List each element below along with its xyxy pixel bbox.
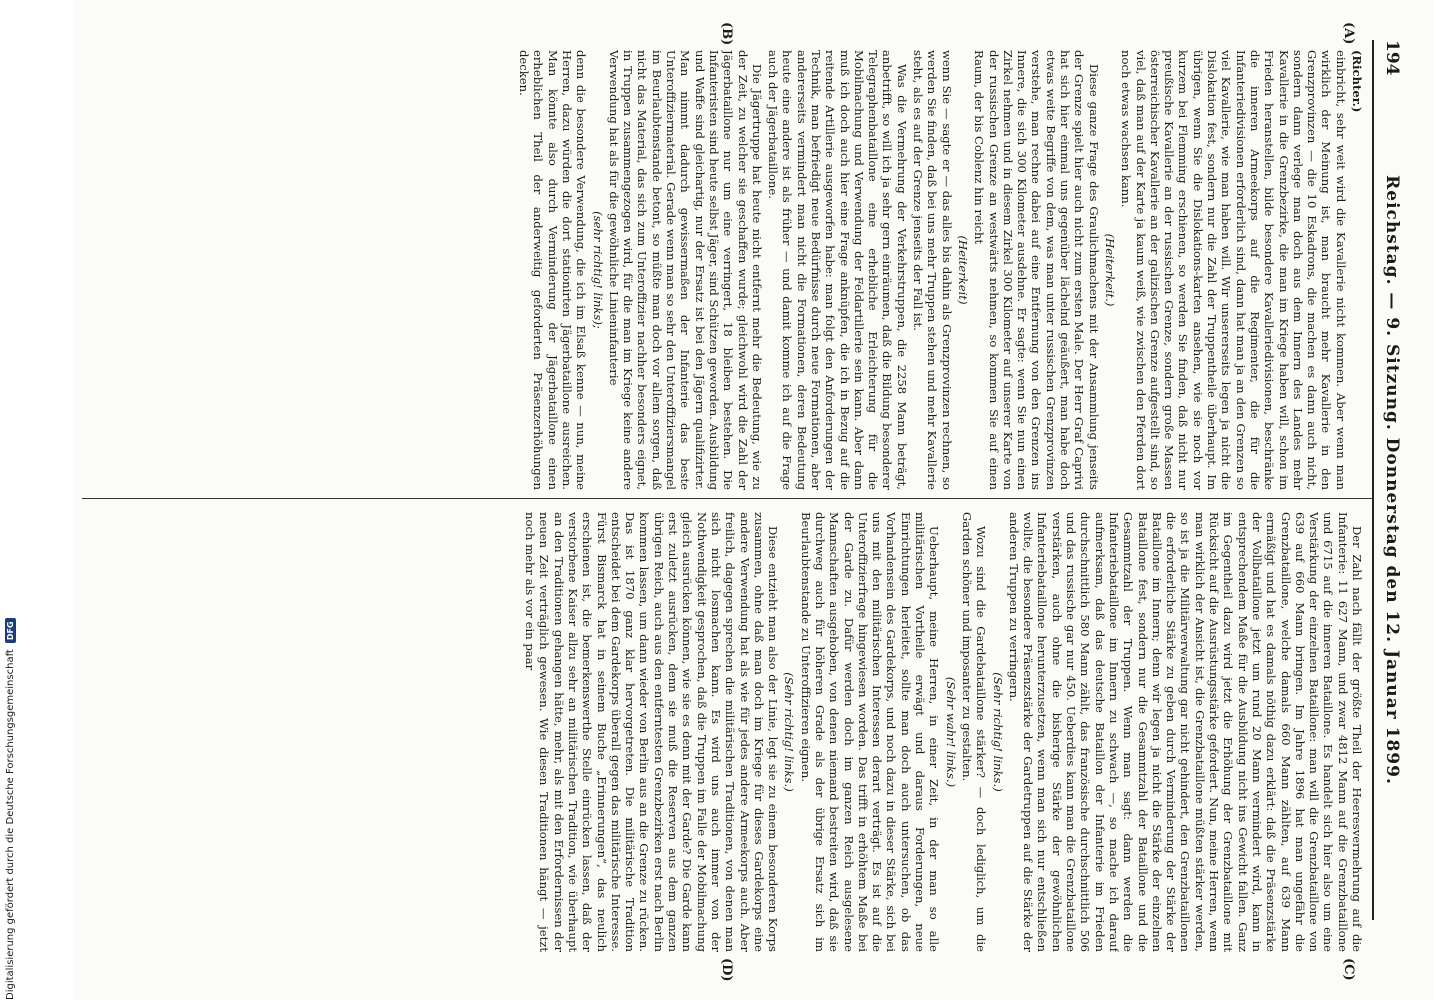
interjection: (Heiterkeit) <box>955 235 970 305</box>
interjection: (Sehr richtig! links.) <box>782 672 797 792</box>
margin-marker-a: (A) <box>1341 22 1356 45</box>
paragraph: Der Zahl nach fällt der größte Theil der Heeresvermehrung auf die Infanterie: 11 627 Mann, und zwar 4812 Mann auf die Grenzbataillone und 6715 auf die inneren Bataillone. Es handelt sich hier also um eine Verstärkung der einzelnen Bataillone: man will die Grenzbataillone von 639 auf 660 Mann bringen. Im Jahre 1896 hat man ungefähr die Grenzbataillone, welche damals 660 Mann zählten, auf 639 Mann ermäßigt und hat es damals nöthig dazu erklärt: daß die Präsenzstärke der Vollbataillone jetzt um rund 20 Mann vermindert wird, kann in entsprechendem Maße für die Ausbildung nicht ins Gewicht fallen. Ganz im Gegentheil dazu wird jetzt die Erhöhung der Grenzbataillone mit Rücksicht auf die Ausrüstungsstärke gefordert. Nun, meine Herren, wenn man wirklich der Ansicht ist, die Grenzbataillone müßten stärker werden, so ist ja die Militärverwaltung gar nicht gehindert, den Grenzbataillonen die erforderliche Stärke zu geben durch Verminderung der Stärke der Bataillone im Innern; denn wir legen ja nicht die Stärke der einzelnen Bataillone fest, sondern nur die Gesammtzahl der Bataillone und die Gesammtzahl der Truppen. Wenn man sagt: dann werden die Infanteriebataillone im Innern zu schwach —, so mache ich darauf aufmerksam, daß das deutsche Bataillon der Infanterie im Frieden durchschnittlich 580 Mann zählt, das französische durchschnittlich 506 und das russische gar nur 450. Ueberdies kann man die Grenzbataillone verstärken, auch ohne die bisherige Stärke der gewöhnlichen Infanteriebataillone herunterzusetzen, wenn man sich nur entschließen wollte, die besondere Präsenzstärke der Gardetruppen auf die Stärke der anderen Truppen zu verringern. <box>1006 512 1364 952</box>
dfg-logo-icon: DFG <box>5 618 16 643</box>
paragraph: Wozu sind die Gardebataillone stärker? — doch lediglich, um die Garden schöner und imposanter zu gestalten. <box>959 512 989 952</box>
paragraph: denn die besondere Verwendung, die ich im Elsaß kenne — nun, meine Herren, dazu würden die dort stationirten Jägerbataillone ausreichen. Man könnte also durch Verminderung der Jägerbataillone einen erheblichen Theil der anderweitig geforderten Präsenzerhöhungen decken. <box>517 50 589 490</box>
digitization-credit: Digitalisierung gefördert durch die Deutsche Forschungsgemeinschaft <box>4 649 16 1000</box>
speaker-name: (Richter.) <box>1350 50 1364 113</box>
interjection: (Sehr richtig! links.) <box>990 672 1005 792</box>
margin-marker-d: (D) <box>719 958 734 982</box>
paragraph: Die Jägertruppe hat heute nicht entfernt mehr die Bedeutung, wie zu der Zeit, zu welcher sie geschaffen wurde; gleichwohl wird die Zahl der Jägerbataillone nur um eine verringert, 18 bleiben bestehen. Die Infanteristen sind heute selbst Jäger, sind Schützen geworden. Ausbildung und Waffe sind gleichartig, nur der Ersatz ist bei den Jägern qualifizirter. Man nimmt dadurch gewissermaßen der Infanterie das beste Unteroffiziermaterial. Gerade wenn man so sehr den Unteroffiziersmangel im Beurlaubtenstande betont, so müßte man doch vor allem sorgen, daß nicht das Material, das sich zum Unteroffizier nachher besonders eignet, in Truppen zusammengezogen wird, für die man im Kriege keine andere Verwendung hat als für die gewöhnliche Linieninfanterie <box>606 50 764 490</box>
column-divider <box>82 498 1372 499</box>
interjection: (Heiterkeit.) <box>1102 233 1117 307</box>
page-header <box>1378 40 1406 920</box>
paragraph: wenn Sie — sagte er — das alles bis dahin als Grenzprovinzen rechnen, so werden Sie finden, daß bei uns mehr Truppen stehen und mehr Kavallerie steht, als es auf der Grenze jenseits der Fall ist. <box>911 50 954 490</box>
paragraph: Diese ganze Frage des Graulichmachens mit der Ansammlung jenseits der Grenze spielt hier auch nicht zum ersten Male. Der Herr Graf Caprivi hat sich hier einmal uns gegenüber lächelnd geäußert, man habe doch etwas weite Begriffe von dem, was man unter russischen Grenzprovinzen verstehe, man rechne dabei auf eine Entfernung von den Grenzen ins Innere, die sich 300 Kilometer ausdehne. Er sagte: wenn Sie nun einen Zirkel nehmen und in diesem Zirkel 300 Kilometer auf unserer Karte von der russischen Grenze an westwärts nehmen, so kommen Sie auf einen Raum, der bis Coblenz hin reicht <box>972 50 1101 490</box>
paragraph: Was die Vermehrung der Verkehrstruppen, die 2258 Mann beträgt, anbetrifft, so will ich ja sehr gern einräumen, daß die Bildung besonderer Telegraphenbataillone eine erhebliche Erleichterung für die Mobilmachung und Verwendung der Feldartillerie sein kann. Aber dann muß ich doch auch hier eine Frage anknüpfen, die ich in Bezug auf die reitende Artillerie ausgeworfen habe: man folgt den Anforderungen der Technik, man befriedigt neue Bedürfnisse durch neue Formationen, aber andererseits vermindert man nicht die Formationen, deren Bedeutung heute eine andere ist als früher — und damit komme ich auf die Frage auch der Jägerbataillone. <box>766 50 909 490</box>
interjection: (sehr richtig! links); <box>590 211 605 329</box>
document-page <box>74 0 1434 1000</box>
paragraph: Ueberhaupt, meine Herren, in einer Zeit, in der man so alle militärischen Vortheile erwägt und daraus Forderungen, neue Einrichtungen herleitet, sollte man doch auch untersuchen, ob das Vorhandensein des Gardekorps, und noch dazu in dieser Stärke, sich bei uns mit den militärischen Interessen derart verträgt. Es ist auf die Unteroffizierfrage hingewiesen worden. Das trifft in erhöhtem Maße bei der Garde zu. Dafür werden doch im ganzen Reich ausgelesene Mannschaften ausgehoben, von denen niemand bestreiten wird, daß sie durchweg auch für höheren Grade als der übrige Ersatz sich im Beurlaubtenstande zu Unteroffizieren eignen. <box>798 512 942 952</box>
paragraph: einbricht, sehr weit wird die Kavallerie nicht kommen. Aber wenn man wirklich der Meinung ist, man braucht mehr Kavallerie in den Grenzprovinzen — die 10 Eskadrons, die machen es dann auch nicht, sondern dann verlege man doch aus dem Innern des Landes mehr Kavallerie in die Grenzbezirke, die man im Kriege haben will, schon im Frieden heranstellen, bilde besondere Kavalleriedivisionen, beschränke die inneren Armeekorps auf die Regimenter, die für die Infanteriedivisionen erforderlich sind, dann hat man ja an den Grenzen so viel Kavallerie, wie man haben will. Wir unsererseits legen ja nicht die Dislokation fest, sondern nur die Zahl der Truppentheile überhaupt. Im übrigen, wenn Sie die Dislokations-karten ansehen, wie sie noch vor kurzem bei Flemming erschienen, so werden Sie finden, daß nicht nur preußische Kavallerie an der russischen Grenze, sondern große Massen österreichischer Kavallerie an der galizischen Grenze aufgestellt sind, so viel, daß man auf der Karte ja kaum weiß, wie zwischen den Pferden dort noch etwas wachsen kann. <box>1119 50 1348 490</box>
digitization-footer <box>0 0 20 1000</box>
header-rule <box>1372 40 1374 920</box>
margin-marker-c: (C) <box>1341 958 1356 981</box>
page-title: Reichstag. — 9. Sitzung. Donnerstag den 12. Januar 1899. <box>1382 175 1402 785</box>
paragraph: Diese entzieht man also der Linie, legt sie zu einem besonderen Korps zusammen, ohne daß man doch im Kriege für dieses Gardekorps eine andere Verwendung hat als wie für jedes andere Armeekorps auch. Aber freilich, dagegen sprechen die militärischen Traditionen, von denen man sich nicht losmachen kann. Es wird uns auch immer von der Nothwendigkeit gesprochen, daß die Truppen im Falle der Mobilmachung gleich ausrücken können, wie sie es denn mit der Garde? Die Garde kann erst zuletzt ausrücken, denn sie muß die Reserven aus dem ganzen übrigen Reich, auch aus den entferntesten Grenzbezirken erst nach Berlin kommen lassen, um dann wieder von Berlin aus an die Grenze zu rücken. Das ist 1870 ganz klar hervorgetreten. Die militärische Tradition entscheidet bei dem Gardekorps überall gegen das militärische Interesse. Fürst Bismarck hat in seinem Buche „Erinnerungen“, das neulich erschienen ist, die bemerkenswerthe Stelle einrücken lassen, daß der verstorbene Kaiser allzu sehr an militärischen Tradition, wie überhaupt an den Traditionen gehangen hätte, mehr, als mit den Erfordernissen der neuen Zeit verträglich gewesen. Wie diesen Traditionen hängt — jetzt noch mehr als vor ein paar <box>523 512 781 952</box>
right-column <box>84 512 1364 952</box>
left-column <box>84 50 1364 490</box>
margin-marker-b: (B) <box>719 22 734 46</box>
page-number: 194 <box>1382 40 1402 76</box>
interjection: (Sehr wahr! links.) <box>943 676 958 788</box>
